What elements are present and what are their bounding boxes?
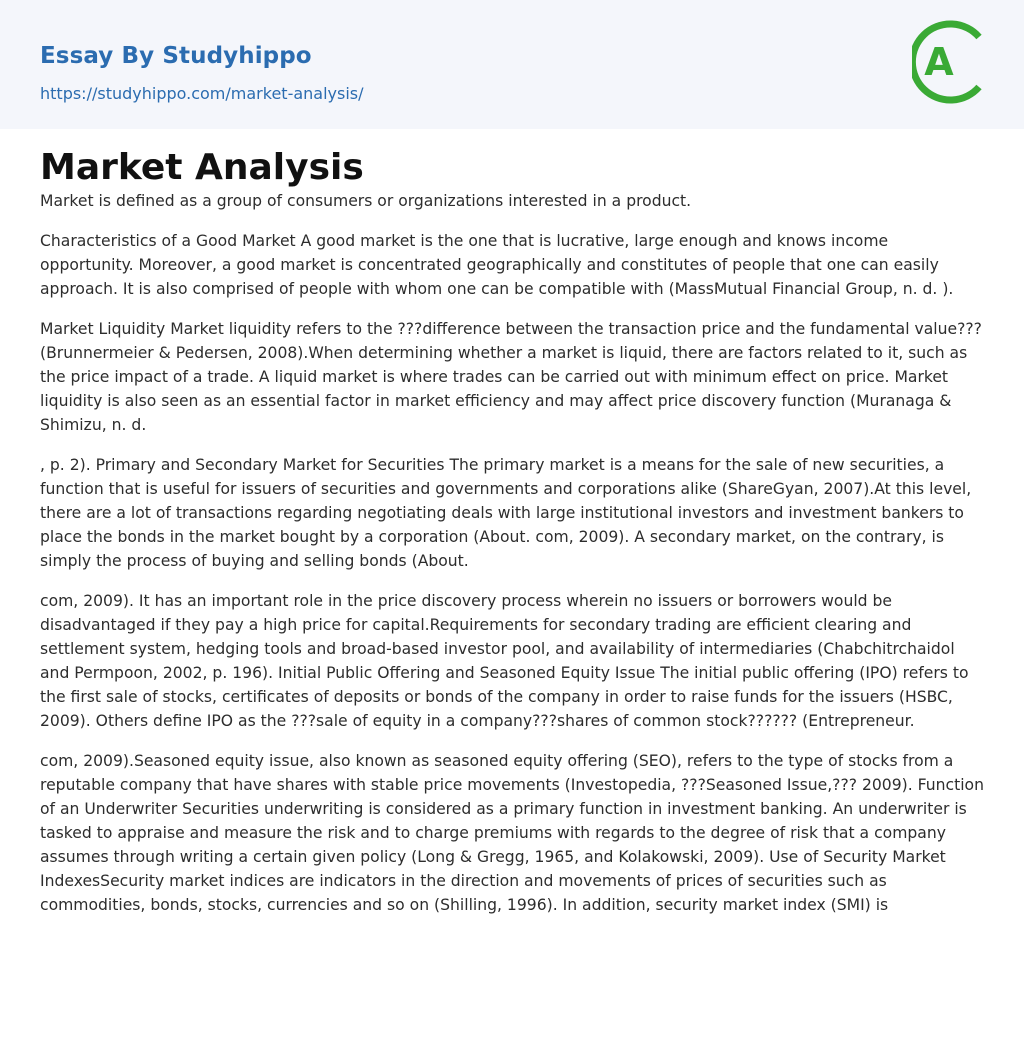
site-header	[0, 0, 1024, 129]
article-paragraph-5: com, 2009). It has an important role in the price discovery process wherein no issuers or borrowers would be disadvantaged if they pay a high price for capital.Requirements for secondary trading are efficient clearing and settlement system, hedging tools and broad-based investor pool, and availability of intermediaries (Chabchitrchaidol and Permpoon, 2002, p. 196). Initial Public Offering and Seasoned Equity Issue The initial public offering (IPO) refers to the first sale of stocks, certificates of deposits or bonds of the company in order to raise funds for the issuers (HSBC, 2009). Others define IPO as the ???sale of equity in a company???shares of common stock?????? (Entrepreneur.	[40, 592, 969, 730]
logo-letter: A	[924, 40, 954, 84]
site-title: Essay By Studyhippo	[40, 43, 312, 69]
article-content	[0, 129, 1024, 917]
article-paragraph-3: Market Liquidity Market liquidity refers to the ???difference between the transaction price and the fundamental value??? (Brunnermeier & Pedersen, 2008).When determining whether a market is liquid, there are factors related to it, such as the price impact of a trade. A liquid market is where trades can be carried out with minimum effect on price. Market liquidity is also seen as an essential factor in market efficiency and may affect price discovery function (Muranaga & Shimizu, n. d.	[40, 320, 982, 434]
studyhippo-logo-icon[interactable]	[912, 19, 986, 105]
page-title: Market Analysis	[40, 147, 364, 188]
article-paragraph-4: , p. 2). Primary and Secondary Market for Securities The primary market is a means for the sale of new securities, a function that is useful for issuers of securities and governments and corporations alike (ShareGyan, 2007).At this level, there are a lot of transactions regarding negotiating deals with large institutional investors and investment bankers to place the bonds in the market bought by a corporation (About. com, 2009). A secondary market, on the contrary, is simply the process of buying and selling bonds (About.	[40, 456, 972, 570]
site-url-link[interactable]: https://studyhippo.com/market-analysis/	[40, 84, 364, 103]
article-paragraph-1: Market is defined as a group of consumers or organizations interested in a product.	[40, 192, 692, 210]
article-paragraph-2: Characteristics of a Good Market A good market is the one that is lucrative, large enough and knows income opportunity. Moreover, a good market is concentrated geographically and constitutes of people that one can easily approach. It is also comprised of people with whom one can be compatible with (MassMutual Financial Group, n. d. ).	[40, 232, 954, 298]
article-paragraph-6: com, 2009).Seasoned equity issue, also known as seasoned equity offering (SEO), refers to the type of stocks from a reputable company that have shares with stable price movements (Investopedia, ???Seasoned Issue,??? 2009). Function of an Underwriter Securities underwriting is considered as a primary function in investment banking. An underwriter is tasked to appraise and measure the risk and to charge premiums with regards to the degree of risk that a company assumes through writing a certain given policy (Long & Gregg, 1965, and Kolakowski, 2009). Use of Security Market IndexesSecurity market indices are indicators in the direction and movements of prices of securities such as commodities, bonds, stocks, currencies and so on (Shilling, 1996). In addition, security market index (SMI) is	[40, 752, 984, 914]
